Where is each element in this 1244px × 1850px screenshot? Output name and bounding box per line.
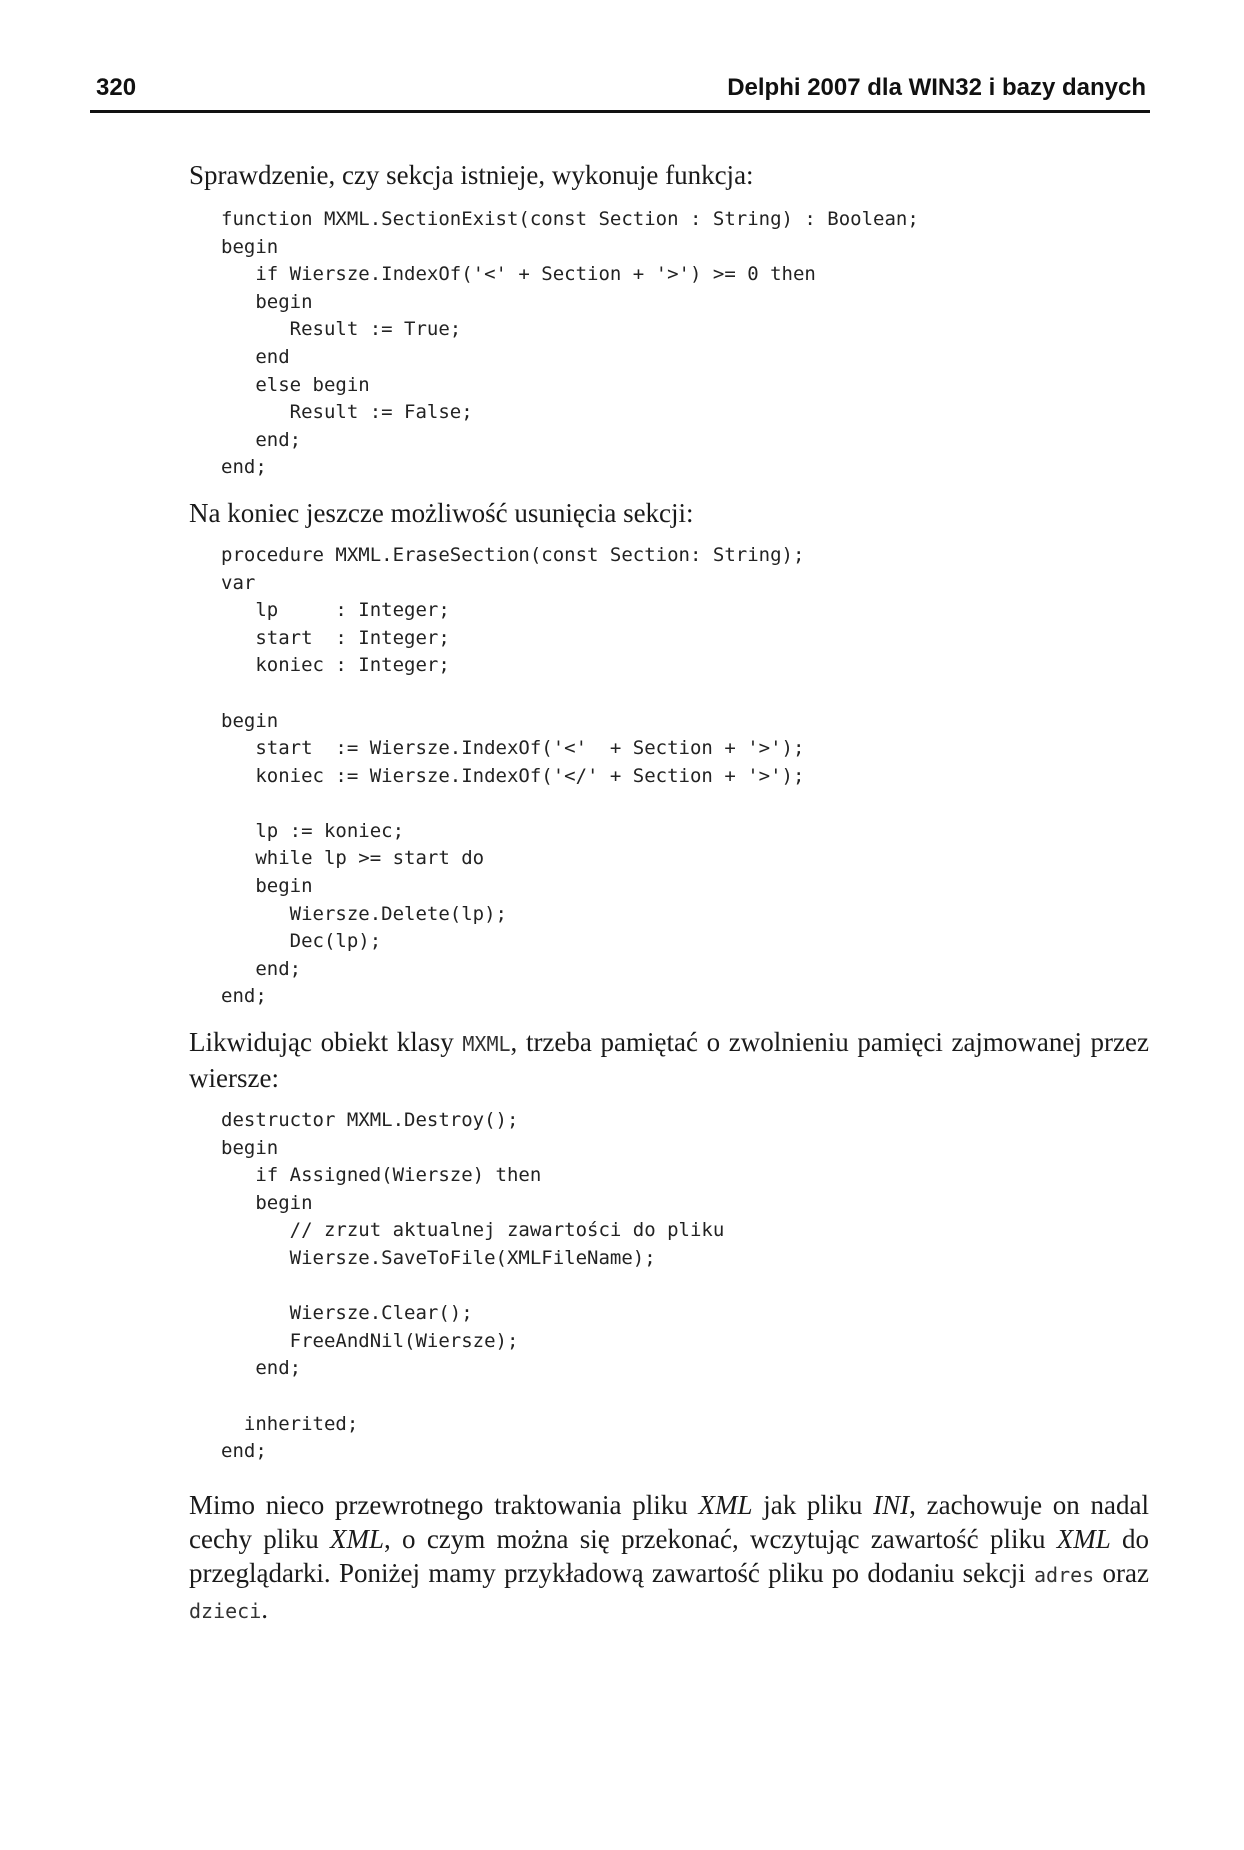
italic-term: INI	[873, 1489, 910, 1520]
italic-term: XML	[1056, 1523, 1111, 1554]
page-number: 320	[96, 74, 137, 101]
text-span: , trzeba pamiętać o zwolnieniu pamięci zajmowanej przez wiersze:	[189, 1027, 1149, 1094]
italic-term: XML	[330, 1523, 385, 1554]
inline-code-dzieci: dzieci	[189, 1598, 262, 1623]
code-section-exist: function MXML.SectionExist(const Section : String) : Boolean; begin if Wiersze.IndexOf('<' + Section + '>') >= 0 then begin Result := True; end else begin Result := False; end; end;	[221, 208, 919, 479]
text-span: Likwidując obiekt klasy	[189, 1027, 463, 1058]
text-span: do przeglądarki. Poniżej mamy przykładową zawartość pliku po dodaniu sekcji	[189, 1523, 1150, 1588]
text-span: , o czym można się przekonać, wczytując zawartość pliku	[384, 1523, 1057, 1554]
text-span: , zachowuje on nadal cechy pliku	[189, 1489, 1149, 1554]
text-span: jak pliku	[752, 1489, 874, 1520]
text-span: Mimo nieco przewrotnego traktowania pliku	[189, 1489, 699, 1520]
paragraph-section-exist-intro: Sprawdzenie, czy sekcja istnieje, wykonuje funkcja:	[189, 160, 754, 190]
italic-term: XML	[698, 1489, 753, 1520]
code-erase-section: procedure MXML.EraseSection(const Section: String); var lp : Integer; start : Integer; koniec : Integer; begin start := Wiersze.IndexOf('<' + Section + '>'); koniec := Wiersze.IndexOf('</' + Section + '>'); lp := koniec; while lp >= start do begin Wiersze.Delete(lp); Dec(lp); end; end;	[221, 543, 805, 1008]
paragraph-destructor-intro	[189, 1025, 1149, 1095]
text-span: .	[261, 1593, 268, 1624]
paragraph-xml-note	[189, 1488, 1149, 1628]
inline-code-mxml: MXML	[462, 1032, 511, 1057]
page-body	[189, 150, 1149, 1628]
paragraph-erase-section-intro: Na koniec jeszcze możliwość usunięcia sekcji:	[189, 497, 694, 528]
running-title: Delphi 2007 dla WIN32 i bazy danych	[727, 74, 1146, 101]
code-destructor: destructor MXML.Destroy(); begin if Assigned(Wiersze) then begin // zrzut aktualnej zawartości do pliku Wiersze.SaveToFile(XMLFileName); Wiersze.Clear(); FreeAndNil(Wiersze); end; inherited; end;	[221, 1109, 725, 1463]
inline-code-adres: adres	[1033, 1562, 1095, 1587]
text-span: oraz	[1094, 1557, 1149, 1588]
page-header	[90, 66, 1150, 113]
